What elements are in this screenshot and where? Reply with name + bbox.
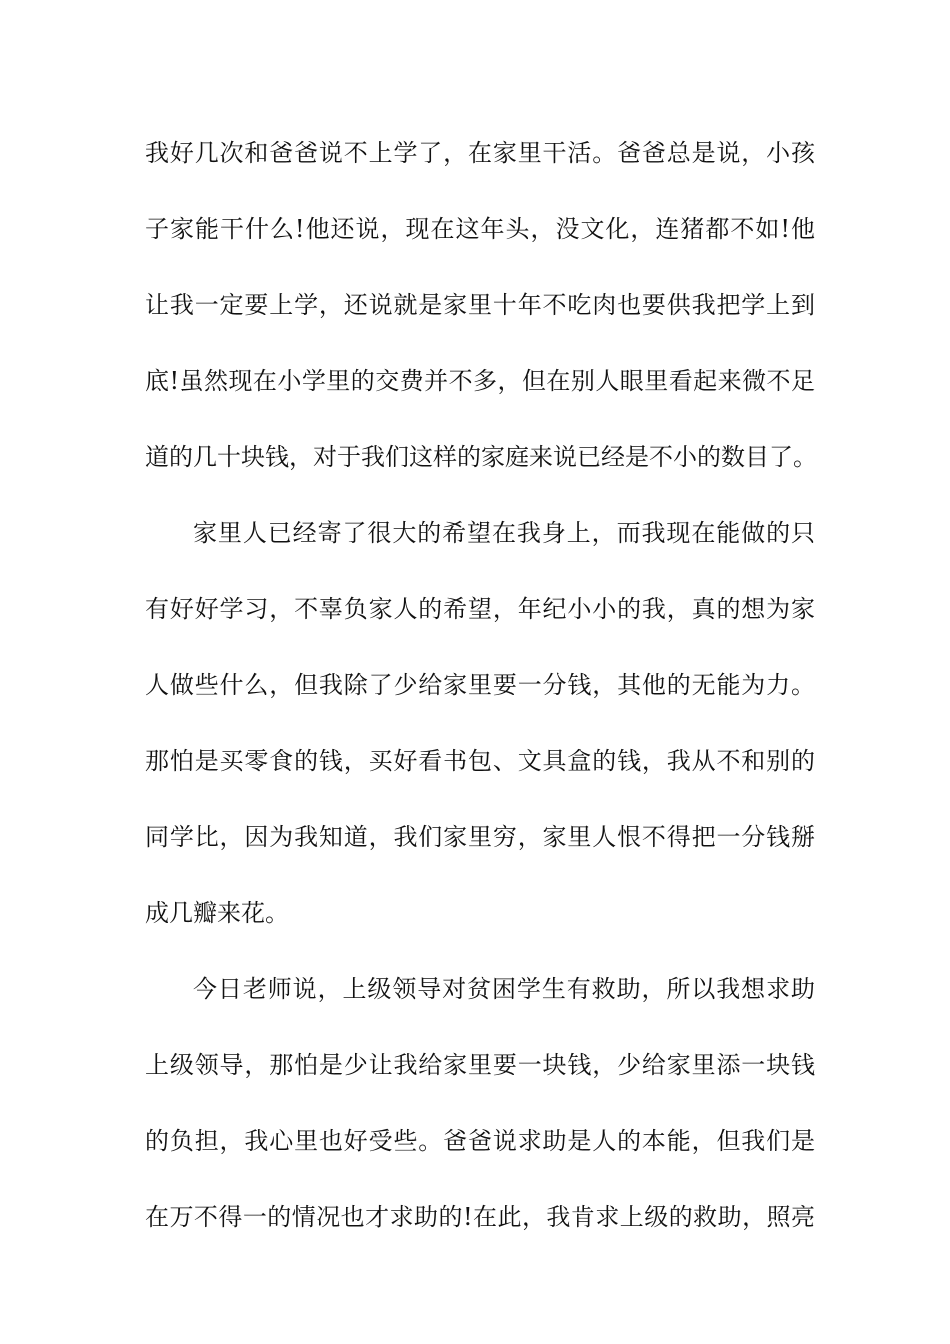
text-line: 人做些什么，但我除了少给家里要一分钱，其他的无能为力。 xyxy=(145,671,815,699)
text-line: 子家能干什么!他还说，现在这年头，没文化，连猪都不如!他 xyxy=(145,215,815,243)
text-line: 道的几十块钱，对于我们这样的家庭来说已经是不小的数目了。 xyxy=(145,443,817,471)
text-line: 我好几次和爸爸说不上学了，在家里干活。爸爸总是说，小孩 xyxy=(145,139,815,167)
text-line: 让我一定要上学，还说就是家里十年不吃肉也要供我把学上到 xyxy=(145,291,815,319)
text-line: 同学比，因为我知道，我们家里穷，家里人恨不得把一分钱掰 xyxy=(145,823,815,851)
text-line: 上级领导，那怕是少让我给家里要一块钱，少给家里添一块钱 xyxy=(145,1051,815,1079)
text-line: 有好好学习，不辜负家人的希望，年纪小小的我，真的想为家 xyxy=(145,595,815,623)
text-line: 底!虽然现在小学里的交费并不多，但在别人眼里看起来微不足 xyxy=(145,367,815,395)
text-line: 家里人已经寄了很大的希望在我身上，而我现在能做的只 xyxy=(193,519,815,547)
letter-body xyxy=(145,132,815,1272)
text-line: 成几瓣来花。 xyxy=(145,899,289,927)
text-line: 在万不得一的情况也才求助的!在此，我肯求上级的救助，照亮 xyxy=(145,1203,815,1231)
text-line: 那怕是买零食的钱，买好看书包、文具盒的钱，我从不和别的 xyxy=(145,747,815,775)
text-line: 今日老师说，上级领导对贫困学生有救助，所以我想求助 xyxy=(193,975,815,1003)
text-line: 的负担，我心里也好受些。爸爸说求助是人的本能，但我们是 xyxy=(145,1127,815,1155)
